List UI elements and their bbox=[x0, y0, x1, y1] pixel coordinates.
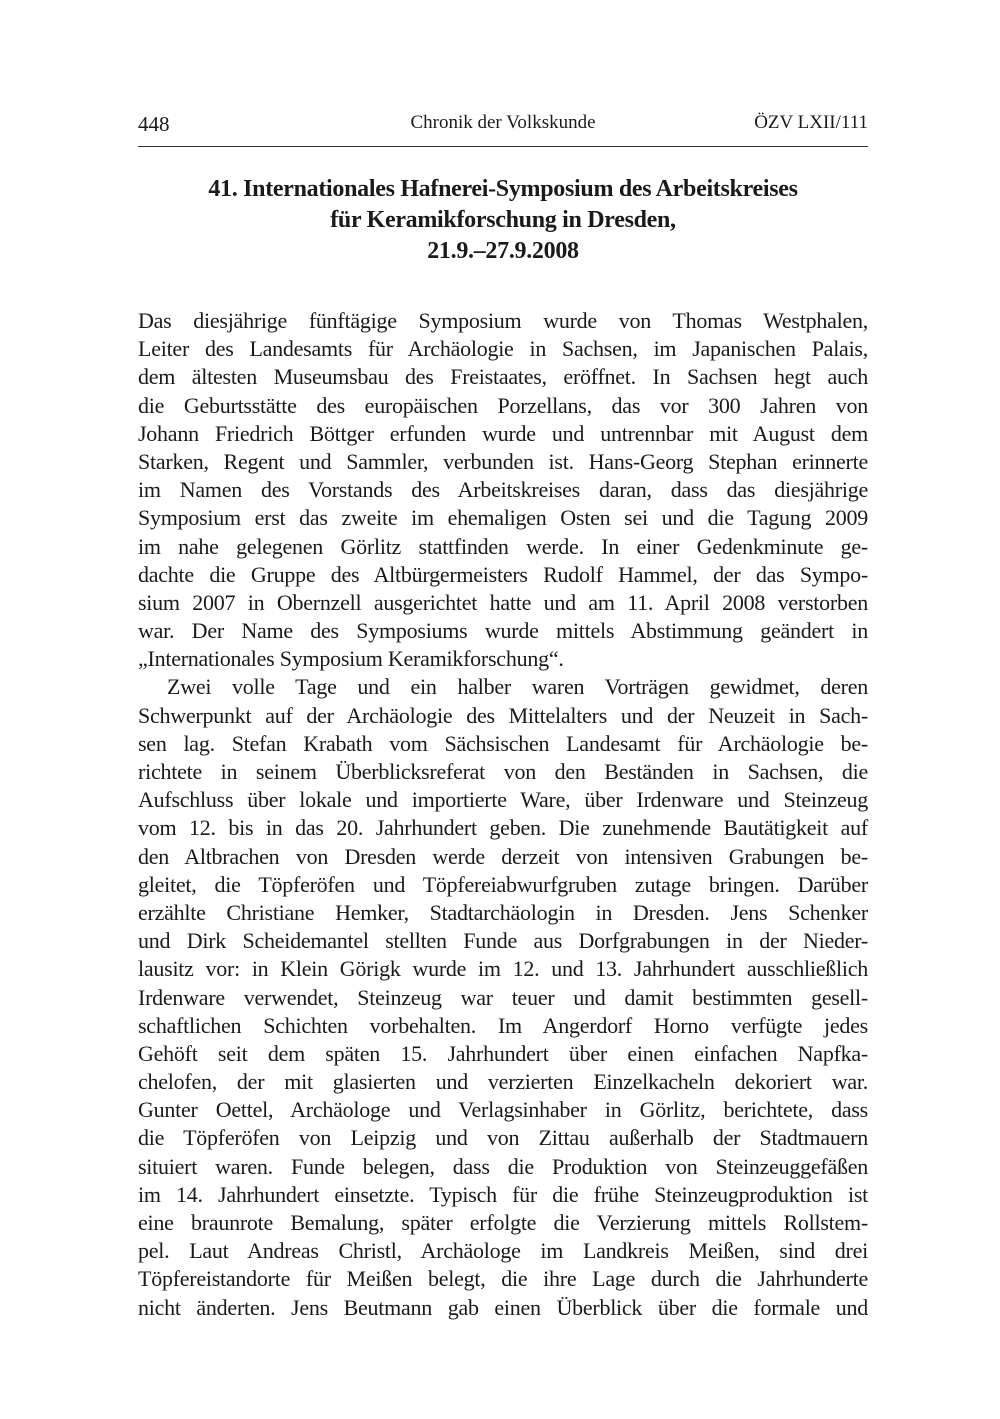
text-line: dachte die Gruppe des Altbürgermeisters Rudolf Hammel, der das Sympo- bbox=[138, 561, 868, 587]
text-line: sium 2007 in Obernzell ausgerichtet hatte und am 11. April 2008 verstorben bbox=[138, 589, 868, 615]
text-line: war. Der Name des Symposiums wurde mittels Abstimmung geändert in bbox=[138, 618, 868, 644]
text-line: Irdenware verwendet, Steinzeug war teuer und damit bestimmten gesell- bbox=[138, 984, 868, 1010]
text-line: im 14. Jahrhundert einsetzte. Typisch für die frühe Steinzeugproduktion ist bbox=[138, 1181, 868, 1207]
text-line: Zwei volle Tage und ein halber waren Vorträgen gewidmet, deren bbox=[167, 674, 868, 700]
text-line: die Geburtsstätte des europäischen Porzellans, das vor 300 Jahren von bbox=[138, 392, 868, 418]
text-line: Johann Friedrich Böttger erfunden wurde und untrennbar mit August dem bbox=[138, 420, 868, 446]
text-line: pel. Laut Andreas Christl, Archäologe im Landkreis Meißen, sind drei bbox=[138, 1238, 868, 1264]
text-line: chelofen, der mit glasierten und verzierten Einzelkacheln dekoriert war. bbox=[138, 1069, 868, 1095]
text-line: nicht änderten. Jens Beutmann gab einen Überblick über die formale und bbox=[138, 1294, 868, 1320]
text-line: Gehöft seit dem späten 15. Jahrhundert über einen einfachen Napfka- bbox=[138, 1040, 868, 1066]
text-line: sen lag. Stefan Krabath vom Sächsischen Landesamt für Archäologie be- bbox=[138, 730, 868, 756]
issue-reference: ÖZV LXII/111 bbox=[754, 112, 868, 133]
paragraph bbox=[138, 307, 868, 673]
page-number: 448 bbox=[138, 112, 170, 136]
article-title bbox=[120, 174, 886, 267]
journal-section-title: Chronik der Volkskunde bbox=[410, 112, 596, 133]
article-body bbox=[138, 307, 868, 1322]
text-line: im nahe gelegenen Görlitz stattfinden werde. In einer Gedenkminute ge- bbox=[138, 533, 868, 559]
title-line: 41. Internationales Hafnerei-Symposium des Arbeitskreises bbox=[208, 176, 798, 202]
text-line: Leiter des Landesamts für Archäologie in Sachsen, im Japanischen Palais, bbox=[138, 336, 868, 362]
running-header bbox=[138, 112, 868, 140]
text-line: und Dirk Scheidemantel stellten Funde aus Dorfgrabungen in der Nieder- bbox=[138, 928, 868, 954]
text-line: situiert waren. Funde belegen, dass die Produktion von Steinzeuggefäßen bbox=[138, 1153, 868, 1179]
text-line: Schwerpunkt auf der Archäologie des Mittelalters und der Neuzeit in Sach- bbox=[138, 702, 868, 728]
text-line: vom 12. bis in das 20. Jahrhundert geben. Die zunehmende Bautätigkeit auf bbox=[138, 815, 868, 841]
text-line: den Altbrachen von Dresden werde derzeit von intensiven Grabungen be- bbox=[138, 843, 868, 869]
text-line: Gunter Oettel, Archäologe und Verlagsinhaber in Görlitz, berichtete, dass bbox=[138, 1097, 868, 1123]
header-rule bbox=[138, 146, 868, 147]
text-line: schaftlichen Schichten vorbehalten. Im Angerdorf Horno verfügte jedes bbox=[138, 1012, 868, 1038]
text-line: lausitz vor: in Klein Görigk wurde im 12. und 13. Jahrhundert ausschließlich bbox=[138, 956, 868, 982]
text-line: Das diesjährige fünftägige Symposium wurde von Thomas Westphalen, bbox=[138, 308, 868, 333]
text-line: die Töpferöfen von Leipzig und von Zittau außerhalb der Stadtmauern bbox=[138, 1125, 868, 1151]
title-line: 21.9.–27.9.2008 bbox=[427, 238, 579, 264]
text-line: Töpfereistandorte für Meißen belegt, die ihre Lage durch die Jahrhunderte bbox=[138, 1266, 868, 1292]
text-line: „Internationales Symposium Keramikforschung“. bbox=[138, 646, 564, 672]
text-line: Starken, Regent und Sammler, verbunden ist. Hans-Georg Stephan erinnerte bbox=[138, 448, 868, 474]
paragraph bbox=[138, 673, 868, 1321]
text-line: Aufschluss über lokale und importierte Ware, über Irdenware und Steinzeug bbox=[138, 787, 868, 813]
text-line: erzählte Christiane Hemker, Stadtarchäologin in Dresden. Jens Schenker bbox=[138, 899, 868, 925]
text-line: gleitet, die Töpferöfen und Töpfereiabwurfgruben zutage bringen. Darüber bbox=[138, 871, 868, 897]
text-line: Symposium erst das zweite im ehemaligen Osten sei und die Tagung 2009 bbox=[138, 505, 868, 531]
text-line: dem ältesten Museumsbau des Freistaates, eröffnet. In Sachsen hegt auch bbox=[138, 364, 868, 390]
text-line: im Namen des Vorstands des Arbeitskreises daran, dass das diesjährige bbox=[138, 477, 868, 503]
text-line: richtete in seinem Überblicksreferat von den Beständen in Sachsen, die bbox=[138, 759, 868, 784]
text-line: eine braunrote Bemalung, später erfolgte die Verzierung mittels Rollstem- bbox=[138, 1210, 868, 1235]
title-line: für Keramikforschung in Dresden, bbox=[330, 207, 676, 233]
